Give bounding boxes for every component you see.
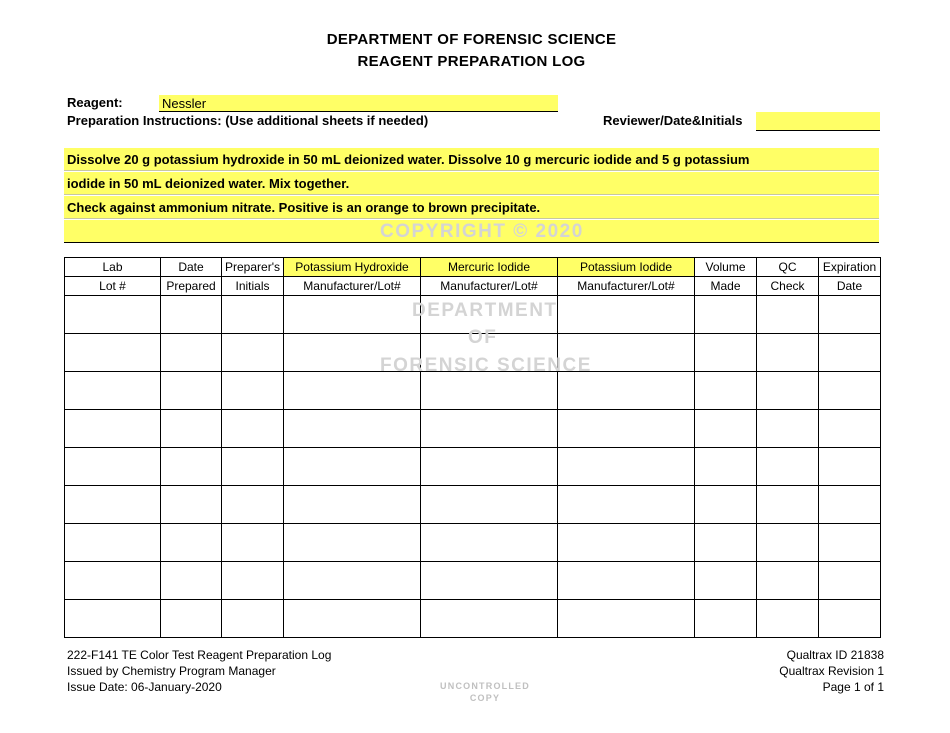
entry-cell[interactable] — [161, 600, 222, 638]
header-cell: Lot # — [65, 277, 161, 296]
entry-cell[interactable] — [757, 486, 819, 524]
department-title: DEPARTMENT OF FORENSIC SCIENCE — [326, 31, 617, 48]
table-row — [65, 372, 881, 410]
entry-cell[interactable] — [222, 410, 284, 448]
entry-cell[interactable] — [421, 524, 558, 562]
entry-cell[interactable] — [284, 524, 421, 562]
entry-cell[interactable] — [757, 372, 819, 410]
entry-cell[interactable] — [65, 334, 161, 372]
entry-cell[interactable] — [421, 486, 558, 524]
table-row — [65, 448, 881, 486]
footer-issuer: Issued by Chemistry Program Manager — [67, 664, 276, 678]
entry-cell[interactable] — [222, 372, 284, 410]
entry-cell[interactable] — [695, 486, 757, 524]
header-cell: Expiration — [819, 258, 881, 277]
uncontrolled-copy-watermark — [410, 680, 560, 704]
instruction-line-1: Dissolve 20 g potassium hydroxide in 50 mL deionized water. Dissolve 10 g mercuric iodide and 5 g potassium — [64, 148, 879, 171]
header-cell: Check — [757, 277, 819, 296]
header-cell: Manufacturer/Lot# — [421, 277, 558, 296]
footer-form-id: 222-F141 TE Color Test Reagent Preparation Log — [67, 648, 332, 662]
entry-cell[interactable] — [757, 296, 819, 334]
entry-cell[interactable] — [161, 448, 222, 486]
entry-cell[interactable] — [284, 486, 421, 524]
header-cell: Date — [819, 277, 881, 296]
header-cell: Made — [695, 277, 757, 296]
entry-cell[interactable] — [65, 600, 161, 638]
table-row — [65, 600, 881, 638]
entry-cell[interactable] — [65, 524, 161, 562]
entry-cell[interactable] — [819, 486, 881, 524]
entry-cell[interactable] — [222, 600, 284, 638]
reviewer-field[interactable] — [756, 112, 880, 131]
uncontrolled-line-2: COPY — [469, 693, 501, 703]
department-watermark-line-3: FORENSIC SCIENCE — [380, 355, 592, 376]
entry-cell[interactable] — [558, 486, 695, 524]
footer-right — [779, 647, 884, 695]
entry-cell[interactable] — [161, 410, 222, 448]
entry-cell[interactable] — [65, 562, 161, 600]
entry-cell[interactable] — [695, 334, 757, 372]
entry-cell[interactable] — [222, 486, 284, 524]
entry-cell[interactable] — [65, 296, 161, 334]
header-cell: Volume — [695, 258, 757, 277]
entry-cell[interactable] — [757, 448, 819, 486]
entry-cell[interactable] — [757, 410, 819, 448]
table-row — [65, 524, 881, 562]
entry-cell[interactable] — [757, 562, 819, 600]
entry-cell[interactable] — [161, 334, 222, 372]
entry-cell[interactable] — [819, 410, 881, 448]
reagent-label: Reagent: — [67, 95, 123, 110]
footer-left — [67, 647, 331, 695]
entry-cell[interactable] — [222, 524, 284, 562]
entry-cell[interactable] — [222, 562, 284, 600]
entry-cell[interactable] — [161, 372, 222, 410]
instruction-line-2: iodide in 50 mL deionized water. Mix together. — [64, 172, 879, 195]
entry-cell[interactable] — [284, 562, 421, 600]
entry-cell[interactable] — [284, 600, 421, 638]
entry-cell[interactable] — [421, 372, 558, 410]
footer-qualtrax-id: Qualtrax ID 21838 — [786, 648, 884, 662]
entry-cell[interactable] — [161, 486, 222, 524]
entry-cell[interactable] — [421, 562, 558, 600]
header-row-1 — [65, 258, 881, 277]
entry-cell[interactable] — [558, 410, 695, 448]
header-cell: Lab — [65, 258, 161, 277]
entry-cell[interactable] — [695, 562, 757, 600]
reagent-field[interactable]: Nessler — [159, 95, 558, 112]
entry-cell[interactable] — [819, 600, 881, 638]
log-title: REAGENT PREPARATION LOG — [357, 53, 586, 70]
entry-cell[interactable] — [819, 372, 881, 410]
uncontrolled-line-1: UNCONTROLLED — [440, 681, 530, 691]
entry-cell[interactable] — [757, 334, 819, 372]
entry-cell[interactable] — [695, 600, 757, 638]
entry-cell[interactable] — [284, 410, 421, 448]
entry-cell[interactable] — [819, 448, 881, 486]
entry-cell[interactable] — [558, 562, 695, 600]
entry-cell[interactable] — [161, 562, 222, 600]
entry-cell[interactable] — [695, 524, 757, 562]
entry-cell[interactable] — [695, 410, 757, 448]
entry-cell[interactable] — [558, 600, 695, 638]
entry-cell[interactable] — [284, 448, 421, 486]
entry-cell[interactable] — [695, 448, 757, 486]
entry-cell[interactable] — [421, 410, 558, 448]
entry-cell[interactable] — [695, 296, 757, 334]
header-cell: Mercuric Iodide — [421, 258, 558, 277]
department-watermark-line-2: OF — [468, 327, 498, 348]
entry-cell[interactable] — [161, 524, 222, 562]
entry-cell[interactable] — [695, 372, 757, 410]
header-cell: QC — [757, 258, 819, 277]
entry-cell[interactable] — [65, 372, 161, 410]
footer-qualtrax-revision: Qualtrax Revision 1 — [779, 664, 884, 678]
entry-cell[interactable] — [819, 296, 881, 334]
header-cell: Manufacturer/Lot# — [558, 277, 695, 296]
entry-cell[interactable] — [284, 372, 421, 410]
department-watermark-line-1: DEPARTMENT — [412, 300, 558, 321]
entry-cell[interactable] — [558, 448, 695, 486]
footer-issue-date: Issue Date: 06-January-2020 — [67, 680, 222, 694]
header-cell: Initials — [222, 277, 284, 296]
entry-cell[interactable] — [222, 334, 284, 372]
table-row — [65, 410, 881, 448]
entry-cell[interactable] — [65, 410, 161, 448]
entry-cell[interactable] — [65, 486, 161, 524]
header-cell: Manufacturer/Lot# — [284, 277, 421, 296]
entry-cell[interactable] — [161, 296, 222, 334]
entry-cell[interactable] — [757, 600, 819, 638]
table-row — [65, 486, 881, 524]
entry-cell[interactable] — [222, 296, 284, 334]
entry-cell[interactable] — [421, 600, 558, 638]
reviewer-label: Reviewer/Date&Initials — [603, 113, 743, 128]
entry-cell[interactable] — [421, 448, 558, 486]
footer-page-number: Page 1 of 1 — [822, 680, 884, 694]
entry-cell[interactable] — [757, 524, 819, 562]
entry-cell[interactable] — [222, 448, 284, 486]
header-cell: Potassium Iodide — [558, 258, 695, 277]
header-cell: Preparer's — [222, 258, 284, 277]
copyright-watermark: COPYRIGHT © 2020 — [380, 221, 584, 242]
header-row-2 — [65, 277, 881, 296]
instructions-label: Preparation Instructions: (Use additional sheets if needed) — [67, 113, 429, 128]
entry-cell[interactable] — [284, 296, 421, 334]
entry-cell[interactable] — [819, 334, 881, 372]
instruction-line-3: Check against ammonium nitrate. Positive is an orange to brown precipitate. — [64, 196, 879, 219]
header-cell: Date — [161, 258, 222, 277]
header-cell: Potassium Hydroxide — [284, 258, 421, 277]
entry-cell[interactable] — [65, 448, 161, 486]
entry-cell[interactable] — [558, 372, 695, 410]
entry-cell[interactable] — [558, 296, 695, 334]
entry-cell[interactable] — [819, 562, 881, 600]
entry-cell[interactable] — [558, 524, 695, 562]
table-row — [65, 562, 881, 600]
header-cell: Prepared — [161, 277, 222, 296]
entry-cell[interactable] — [819, 524, 881, 562]
